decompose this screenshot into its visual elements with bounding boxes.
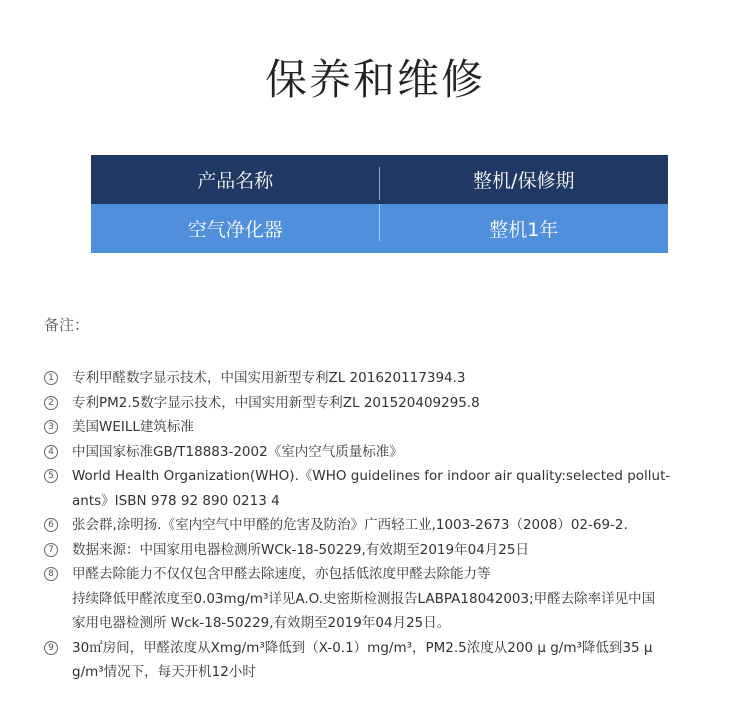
note-number-badge: 8 bbox=[44, 567, 58, 581]
note-item bbox=[44, 538, 724, 563]
note-number-badge: 9 bbox=[44, 641, 58, 655]
header-product-name: 产品名称 bbox=[91, 155, 380, 204]
note-text: 专利甲醛数字显示技术，中国实用新型专利ZL 201620117394.3 bbox=[72, 370, 466, 386]
note-text: 专利PM2.5数字显示技术，中国实用新型专利ZL 201520409295.8 bbox=[72, 394, 480, 411]
note-item bbox=[44, 562, 724, 636]
note-text: 张会群,涂明扬.《室内空气中甲醛的危害及防治》广西轻工业,1003-2673（2008）02-69-2. bbox=[72, 517, 628, 533]
header-warranty-period: 整机/保修期 bbox=[473, 170, 575, 192]
note-number-badge: 4 bbox=[44, 445, 58, 459]
note-number-badge: 6 bbox=[44, 518, 58, 532]
cell-warranty-period: 整机1年 bbox=[489, 219, 559, 241]
notes-label: 备注： bbox=[44, 316, 90, 334]
page-title: 保养和维修 bbox=[264, 55, 485, 104]
note-item bbox=[44, 366, 724, 391]
note-item bbox=[44, 513, 724, 538]
cell-product-name: 空气净化器 bbox=[91, 204, 380, 253]
note-text: World Health Organization(WHO).《WHO guidelines for indoor air quality:selected pollut- ants》ISBN 978 92 890 0213 4 bbox=[72, 468, 671, 509]
note-text: 30㎡房间，甲醛浓度从Xmg/m³降低到（X-0.1）mg/m³，PM2.5浓度从200 μ g/m³降低到35 μ g/m³情况下，每天开机12小时 bbox=[72, 639, 653, 680]
note-item bbox=[44, 636, 724, 685]
note-item bbox=[44, 464, 724, 513]
table-header-row bbox=[91, 155, 668, 204]
note-item bbox=[44, 440, 724, 465]
note-text: 美国WEILL建筑标准 bbox=[72, 419, 194, 435]
note-number-badge: 2 bbox=[44, 396, 58, 410]
note-item bbox=[44, 415, 724, 440]
note-number-badge: 1 bbox=[44, 371, 58, 385]
note-text: 甲醛去除能力不仅仅包含甲醛去除速度，亦包括低浓度甲醛去除能力等 持续降低甲醛浓度至0.03mg/m³详见A.O.史密斯检测报告LABPA18042003;甲醛去除率详见中国 家用电器检测所 Wck-18-50229,有效期至2019年04月25日。 bbox=[72, 566, 656, 631]
table-row bbox=[91, 204, 668, 253]
note-number-badge: 5 bbox=[44, 469, 58, 483]
note-text: 数据来源：中国家用电器检测所WCk-18-50229,有效期至2019年04月25日 bbox=[72, 541, 529, 558]
note-text: 中国国家标准GB/T18883-2002《室内空气质量标准》 bbox=[72, 443, 403, 460]
note-item bbox=[44, 391, 724, 416]
warranty-table bbox=[91, 155, 668, 253]
note-number-badge: 7 bbox=[44, 543, 58, 557]
note-number-badge: 3 bbox=[44, 420, 58, 434]
notes-list bbox=[44, 366, 724, 685]
